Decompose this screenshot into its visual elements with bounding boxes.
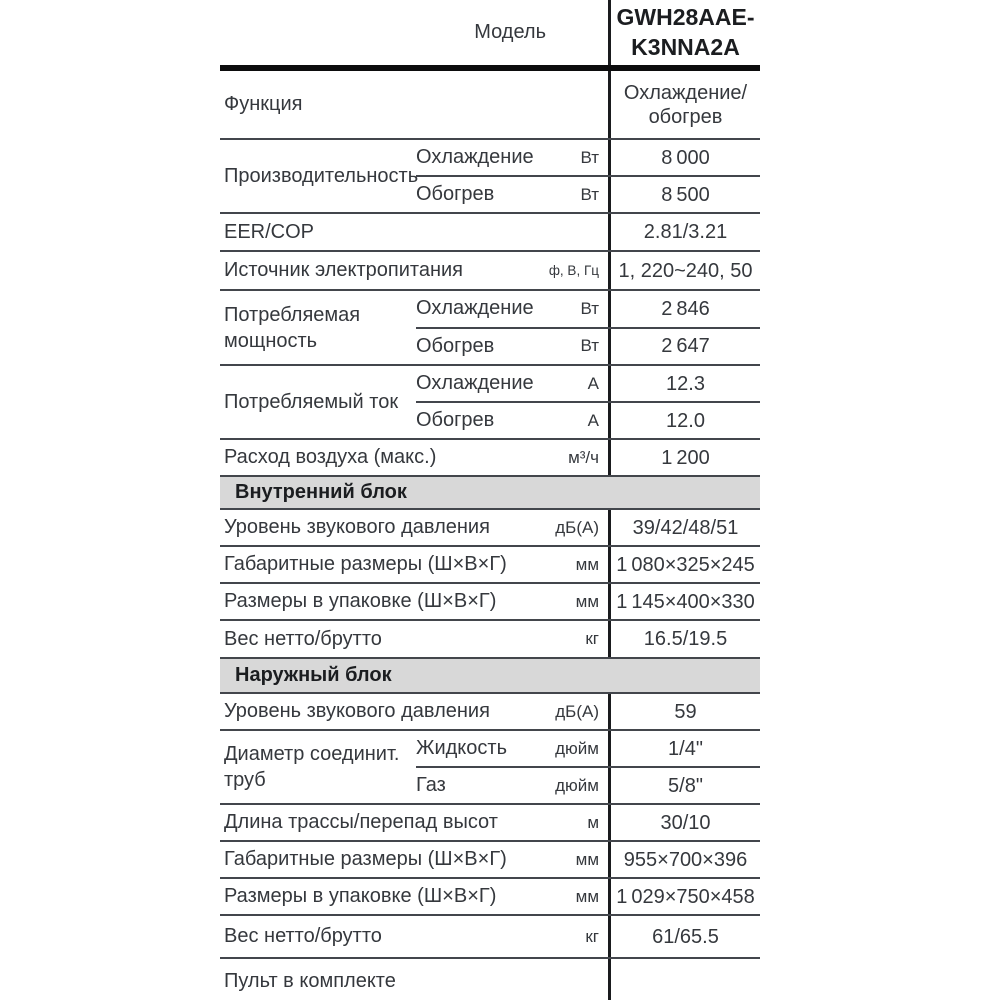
row-indoor-packing — [220, 584, 760, 621]
row-label: Вес нетто/брутто — [224, 925, 382, 947]
row-label: Габаритные размеры (Ш×В×Г) — [224, 848, 507, 870]
row-label: EER/COP — [224, 220, 315, 243]
sub-label: Жидкость — [416, 737, 507, 759]
row-capacity — [220, 140, 760, 214]
row-value-line2: обогрев — [648, 105, 723, 128]
row-value: 59 — [608, 694, 760, 729]
unit-label: дБ(А) — [555, 701, 599, 721]
row-indoor-noise — [220, 510, 760, 547]
row-power-consumption — [220, 291, 760, 366]
sub-label: Обогрев — [416, 183, 495, 205]
sub-value: 2 846 — [608, 291, 760, 327]
subrow-cooling — [416, 291, 760, 329]
sub-label: Обогрев — [416, 409, 495, 431]
row-pipe-length — [220, 805, 760, 842]
row-outdoor-weight — [220, 916, 760, 959]
section-header-outdoor: Наружный блок — [220, 659, 760, 694]
model-number-line2: K3NNA2A — [631, 33, 740, 60]
sub-value: 12.0 — [608, 403, 760, 438]
unit-label: Вт — [580, 336, 599, 356]
unit-label: А — [587, 410, 599, 430]
model-number-line1: GWH28AAE- — [616, 3, 755, 30]
group-label: Производительность — [224, 165, 419, 187]
unit-label: м³/ч — [568, 447, 599, 467]
row-label: Вес нетто/брутто — [224, 627, 382, 650]
unit-label: дюйм — [555, 775, 599, 795]
sub-value: 2 647 — [608, 329, 760, 365]
row-indoor-weight — [220, 621, 760, 659]
sub-label: Газ — [416, 774, 446, 796]
row-value: 39/42/48/51 — [608, 510, 760, 545]
row-value: 1 145×400×330 — [608, 584, 760, 619]
unit-label: ф, В, Гц — [548, 263, 599, 278]
row-label: Источник электропитания — [224, 259, 463, 281]
row-value: 1, 220~240, 50 — [608, 252, 760, 289]
table-header-row — [220, 0, 760, 71]
sub-value: 5/8" — [608, 768, 760, 803]
row-outdoor-noise — [220, 694, 760, 731]
unit-label: дюйм — [555, 738, 599, 758]
row-value: 61/65.5 — [608, 916, 760, 957]
row-value: 1 029×750×458 — [608, 879, 760, 914]
row-value: 1 200 — [608, 440, 760, 475]
sub-label: Охлаждение — [416, 372, 534, 394]
row-value — [608, 959, 760, 1000]
row-value: 955×700×396 — [608, 842, 760, 877]
row-label: Расход воздуха (макс.) — [224, 446, 437, 468]
unit-label: дБ(А) — [555, 517, 599, 537]
subrow-heating — [416, 329, 760, 365]
model-value-cell — [608, 0, 760, 65]
unit-label: кг — [585, 629, 599, 648]
sub-value: 8 500 — [608, 177, 760, 212]
row-power-supply — [220, 252, 760, 291]
unit-label: кг — [585, 926, 599, 946]
subrow-heating — [416, 403, 760, 438]
row-value-line1: Охлаждение/ — [623, 81, 748, 104]
row-pipe-diameter — [220, 731, 760, 805]
row-value: 1 080×325×245 — [608, 547, 760, 582]
row-remote-control — [220, 959, 760, 1000]
row-value: 16.5/19.5 — [608, 621, 760, 657]
row-value — [608, 71, 760, 138]
unit-label: м — [587, 812, 599, 832]
row-value: 2.81/3.21 — [608, 214, 760, 250]
row-current — [220, 366, 760, 440]
row-label: Размеры в упаковке (Ш×В×Г) — [224, 885, 497, 907]
model-label: Модель — [474, 21, 546, 43]
row-label: Уровень звукового давления — [224, 700, 490, 722]
unit-label: мм — [575, 849, 599, 869]
group-label: Потребляемая мощность — [224, 303, 361, 352]
row-outdoor-packing — [220, 879, 760, 916]
unit-label: мм — [575, 554, 599, 574]
subrow-liquid — [416, 731, 760, 768]
group-label: Диаметр соединит. труб — [224, 743, 400, 791]
row-outdoor-dimensions — [220, 842, 760, 879]
unit-label: Вт — [580, 298, 599, 318]
sub-value: 8 000 — [608, 140, 760, 175]
sub-label: Охлаждение — [416, 146, 534, 168]
sub-label: Обогрев — [416, 334, 495, 357]
unit-label: Вт — [580, 184, 599, 204]
unit-label: мм — [575, 591, 599, 611]
group-label: Потребляемый ток — [224, 391, 399, 413]
row-eer-cop — [220, 214, 760, 252]
row-air-flow — [220, 440, 760, 477]
subrow-gas — [416, 768, 760, 803]
sub-value: 1/4" — [608, 731, 760, 766]
row-label: Уровень звукового давления — [224, 516, 490, 538]
row-value: 30/10 — [608, 805, 760, 840]
row-label: Размеры в упаковке (Ш×В×Г) — [224, 590, 497, 612]
sub-value: 12.3 — [608, 366, 760, 401]
spec-table — [220, 0, 760, 1000]
subrow-cooling — [416, 140, 760, 177]
unit-label: мм — [575, 886, 599, 906]
row-label: Функция — [224, 93, 303, 115]
subrow-heating — [416, 177, 760, 212]
section-header-indoor: Внутренний блок — [220, 477, 760, 510]
row-label: Габаритные размеры (Ш×В×Г) — [224, 553, 507, 575]
sub-label: Охлаждение — [416, 297, 534, 320]
row-indoor-dimensions — [220, 547, 760, 584]
subrow-cooling — [416, 366, 760, 403]
unit-label: А — [587, 373, 599, 393]
row-label: Длина трассы/перепад высот — [224, 811, 498, 833]
row-function — [220, 71, 760, 140]
unit-label: Вт — [580, 147, 599, 167]
row-label: Пульт в комплекте — [224, 970, 396, 992]
